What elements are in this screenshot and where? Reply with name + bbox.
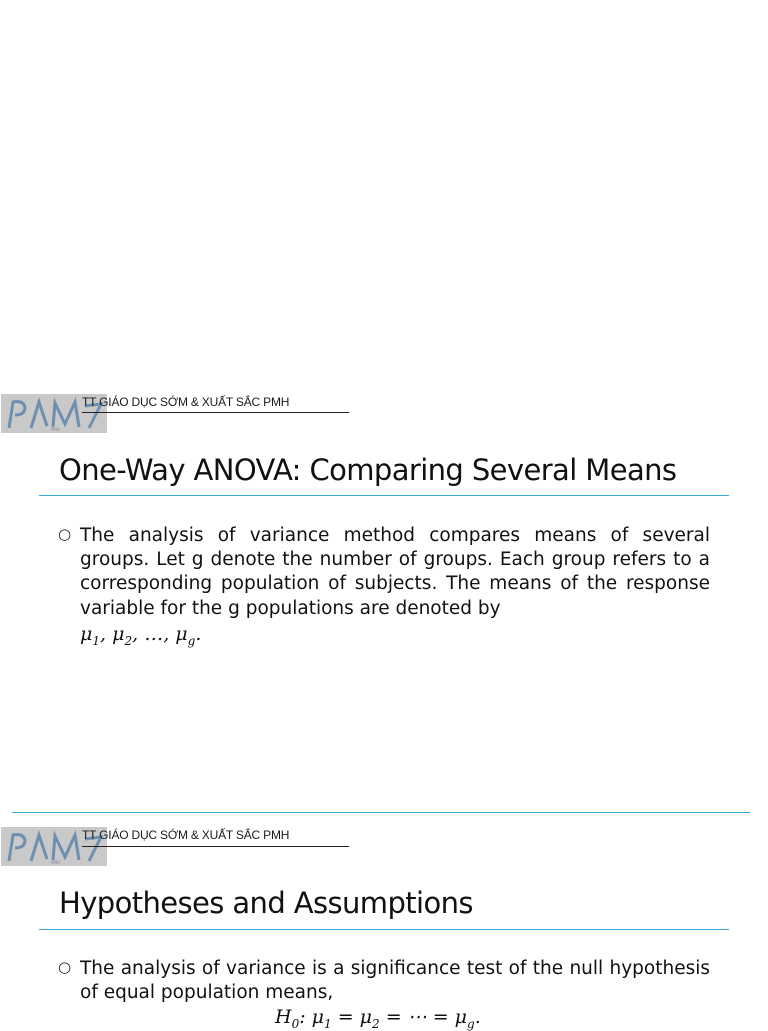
svg-text:PMH: PMH: [51, 427, 60, 432]
bullet-text: The analysis of variance method compares means of several groups. Let g denote the number of groups. Each group refers to a corresponding population of subjects. The means of the response variable for the g populations are denoted by: [80, 525, 710, 619]
title-divider: [39, 929, 729, 930]
org-name: TT GIÁO DỤC SỚM & XUẤT SẮC PMH: [82, 828, 290, 842]
bullet-circle-icon: ○: [58, 958, 72, 976]
slide-title: Hypotheses and Assumptions: [59, 886, 473, 920]
org-underline: [82, 846, 349, 847]
svg-text:PMH: PMH: [51, 860, 60, 865]
bullet-circle-icon: ○: [58, 525, 72, 543]
means-notation: $\mu_1$, $\mu_2$, …, $\mu_g$.: [80, 622, 202, 648]
slide-title: One-Way ANOVA: Comparing Several Means: [59, 453, 677, 487]
null-hypothesis-equation: $H_0$: $\mu_1 = \mu_2$ = ⋯ = $\mu_g$.: [275, 1006, 481, 1031]
bullet-text: The analysis of variance is a significance test of the null hypothesis of equal population means,: [80, 958, 710, 1004]
bullet-item: [58, 957, 710, 1005]
org-name: TT GIÁO DỤC SỚM & XUẤT SẮC PMH: [82, 395, 290, 409]
